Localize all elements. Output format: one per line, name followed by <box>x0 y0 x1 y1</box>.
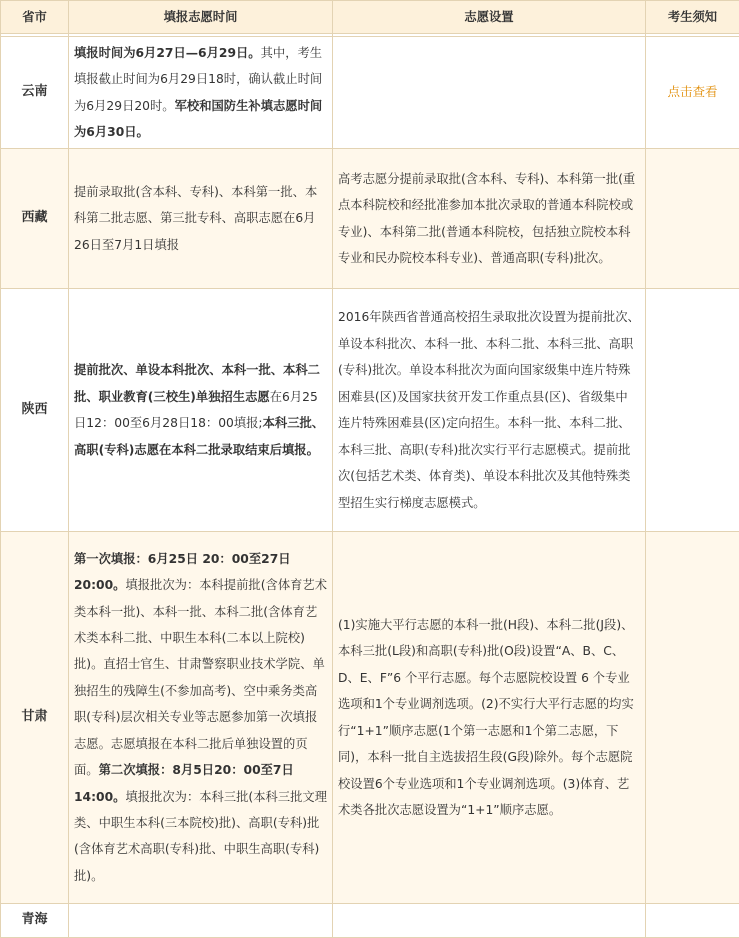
province-cell: 云南 <box>1 37 69 149</box>
table-row-shaanxi <box>1 289 739 532</box>
time-bold-text: 提前批次、单设本科批次、本科一批、本科二批、职业教育(三校生)单独招生志愿 <box>74 363 320 404</box>
time-text: 在6月25日12：00至6月28日18：00填报; <box>74 390 318 431</box>
table-row-xizang <box>1 149 739 289</box>
province-cell: 西藏 <box>1 149 69 289</box>
time-bold-text: 本科三批、高职(专科)志愿在本科二批录取结束后填报。 <box>74 416 324 457</box>
time-bold-text: 军校和国防生补填志愿时间为6月30日。 <box>74 99 322 140</box>
time-text: 填报批次为：本科提前批(含体育艺术类本科一批)、本科一批、本科二批(含体育艺术类本科二批、中职生本科(二本以上院校)批)。直招士官生、甘肃警察职业技术学院、单独招生的残障生(不参加高考)、空中乘务类高职(专科)层次相关专业等志愿参加第一次填报志愿。志愿填报在本科二批后单独设置的页面。 <box>74 578 327 777</box>
fill-time-cell: 提前录取批(含本科、专科)、本科第一批、本科第二批志愿、第三批专科、高职志愿在6月26日至7月1日填报 <box>69 149 333 289</box>
header-settings: 志愿设置 <box>333 1 646 34</box>
table-row-qinghai <box>1 904 739 938</box>
settings-cell: (1)实施大平行志愿的本科一批(H段)、本科二批(J段)、本科三批(L段)和高职(专科)批(O段)设置“A、B、C、D、E、F”6 个平行志愿。每个志愿院校设置 6 个专业选项和1个专业调剂选项。(2)不实行大平行志愿的均实行“1+1”顺序志愿(1个第一志愿和1个第二志愿，下同)，本科一批自主选拔招生段(G段)除外。每个志愿院校设置6个专业选项和1个专业调剂选项。(3)体育、艺术类各批次志愿设置为“1+1”顺序志愿。 <box>333 532 646 904</box>
header-province: 省市 <box>1 1 69 34</box>
header-notice: 考生须知 <box>646 1 739 34</box>
time-text: 其中，考生填报截止时间为6月29日18时，确认截止时间为6月29日20时。 <box>74 46 322 113</box>
table-row-gansu <box>1 532 739 904</box>
fill-time-cell <box>69 289 333 532</box>
province-cell: 陕西 <box>1 289 69 532</box>
notice-cell <box>646 149 739 289</box>
fill-time-cell <box>69 904 333 938</box>
time-text: 填报批次为：本科三批(本科三批文理类、中职生本科(三本院校)批)、高职(专科)批(含体育艺术高职(专科)批、中职生高职(专科)批)。 <box>74 790 327 883</box>
settings-cell <box>333 37 646 149</box>
notice-cell <box>646 37 739 149</box>
fill-time-cell <box>69 532 333 904</box>
header-row <box>1 1 739 34</box>
header-fill-time: 填报志愿时间 <box>69 1 333 34</box>
notice-cell <box>646 904 739 938</box>
view-details-link[interactable]: 点击查看 <box>667 84 717 99</box>
settings-cell: 2016年陕西省普通高校招生录取批次设置为提前批次、单设本科批次、本科一批、本科二批、本科三批、高职(专科)批次。单设本科批次为面向国家级集中连片特殊困难县(区)及国家扶贫开发工作重点县(区)、省级集中连片特殊困难县(区)定向招生。本科一批、本科二批、本科三批、高职(专科)批次实行平行志愿模式。提前批次(包括艺术类、体育类)、单设本科批次及其他特殊类型招生实行梯度志愿模式。 <box>333 289 646 532</box>
time-bold-text: 第二次填报：8月5日20：00至7日14:00。 <box>74 763 294 803</box>
province-cell: 青海 <box>1 904 69 938</box>
province-cell: 甘肃 <box>1 532 69 904</box>
time-bold-text: 填报时间为6月27日—6月29日。 <box>74 46 261 60</box>
fill-time-cell <box>69 37 333 149</box>
notice-cell <box>646 289 739 532</box>
notice-cell <box>646 532 739 904</box>
settings-cell <box>333 904 646 938</box>
time-bold-text: 第一次填报：6月25日 20：00至27日 20:00。 <box>74 552 291 592</box>
table-row-yunnan <box>1 37 739 149</box>
settings-cell: 高考志愿分提前录取批(含本科、专科)、本科第一批(重点本科院校和经批准参加本批次录取的普通本科院校或专业)、本科第二批(普通本科院校，包括独立院校本科专业和民办院校本科专业)、普通高职(专科)批次。 <box>333 149 646 289</box>
